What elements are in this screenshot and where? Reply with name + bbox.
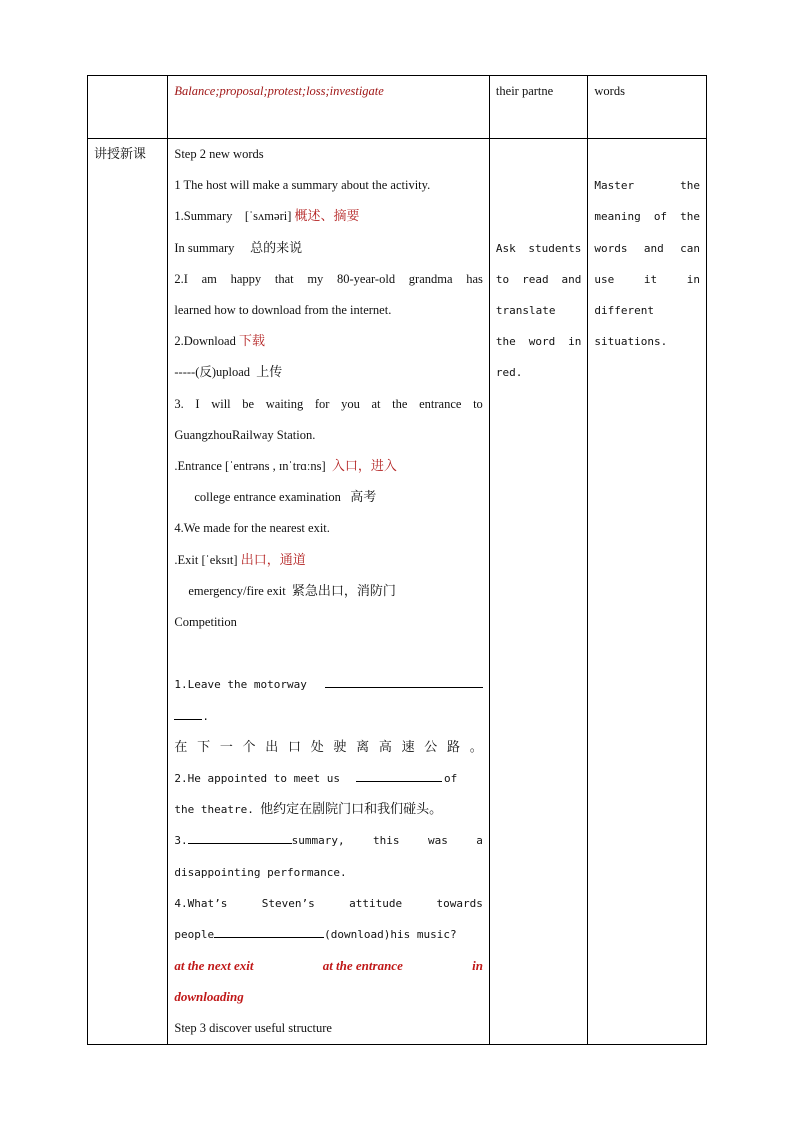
objective-line	[594, 201, 700, 232]
char: 下	[197, 739, 211, 755]
word: meaning	[594, 210, 641, 224]
word: word	[528, 335, 556, 349]
char: 一	[219, 739, 233, 755]
objective-cell	[588, 139, 707, 1045]
sentence-2b: learned how to download from the internet.	[174, 303, 392, 318]
download-word: 2.Download	[174, 334, 236, 349]
summary-meaning: 概述、摘要	[294, 209, 360, 225]
word: situations.	[594, 335, 668, 349]
objective-line	[594, 326, 700, 357]
word: has	[466, 271, 483, 286]
summary-word: 1.Summary	[174, 209, 233, 224]
word: translate	[495, 304, 556, 318]
row1-col4	[588, 76, 707, 139]
answer: at the next exit	[174, 958, 254, 974]
q2-chinese: 他约定在剧院门口和我们碰头。	[260, 802, 443, 818]
answers-2: downloading	[174, 989, 244, 1005]
q3-num: 3.	[174, 834, 188, 848]
word: in	[568, 335, 582, 349]
objective-line	[594, 295, 700, 326]
q2-blank	[356, 767, 442, 782]
question-3b: disappointing performance.	[174, 865, 347, 879]
word: grandma	[408, 271, 453, 286]
q3-blank	[188, 829, 292, 844]
word: can	[680, 241, 700, 255]
emergency-meaning: 紧急出口，消防门	[291, 583, 396, 599]
word: for	[314, 396, 330, 411]
question-4a	[174, 888, 483, 919]
q3-words	[292, 825, 483, 856]
word: a	[476, 834, 483, 848]
word: 80-year-old	[337, 271, 396, 286]
q1b-period: .	[202, 709, 209, 723]
q4b-start: people	[174, 928, 215, 942]
char: 离	[356, 739, 370, 755]
word: the	[680, 210, 700, 224]
word: and	[561, 272, 582, 286]
college-phrase: college entrance examination	[194, 490, 341, 505]
word: the	[495, 335, 516, 349]
spacer	[496, 139, 581, 170]
char: 出	[265, 739, 279, 755]
word: happy	[230, 271, 262, 286]
sentence-1: 1 The host will make a summary about the activity.	[174, 178, 431, 193]
objective-line	[594, 264, 700, 295]
competition-heading: Competition	[174, 615, 237, 630]
question-3a	[174, 825, 483, 856]
question-1-chinese	[174, 732, 483, 763]
exit-meaning: 出口，通道	[240, 552, 306, 568]
word: of	[653, 210, 668, 224]
q2b-text: the theatre.	[174, 803, 254, 817]
download-meaning: 下载	[238, 334, 265, 350]
download-entry	[174, 326, 483, 357]
word: 3.	[174, 396, 184, 411]
word: in	[686, 272, 700, 286]
question-2a	[174, 763, 483, 794]
lesson-table	[87, 75, 707, 1045]
q1-blank	[325, 673, 483, 688]
q1-text: 1.Leave the motorway	[174, 678, 307, 692]
step2-heading: Step 2 new words	[174, 147, 264, 161]
content-cell	[168, 139, 490, 1045]
question-1b	[174, 701, 483, 732]
spacer	[174, 638, 483, 669]
activity-line	[496, 264, 581, 295]
char: 口	[287, 739, 301, 755]
upload-entry	[174, 357, 483, 388]
word: different	[594, 304, 654, 318]
word: you	[341, 396, 360, 411]
activity-line	[496, 233, 581, 264]
row1-col3	[489, 76, 587, 139]
word: was	[427, 834, 448, 848]
question-1	[174, 669, 483, 700]
char: 处	[310, 739, 324, 755]
activity-line	[496, 357, 581, 388]
objective-line	[594, 170, 700, 201]
word: I	[195, 396, 200, 411]
word: that	[274, 271, 294, 286]
q4-blank	[214, 923, 324, 938]
exit-word: .Exit [ˈeksɪt]	[174, 552, 238, 567]
entrance-entry	[174, 451, 483, 482]
word: to	[473, 396, 483, 411]
sentence-3a	[174, 389, 483, 420]
word: it	[643, 272, 658, 286]
char: 路	[447, 739, 461, 755]
word: read	[522, 272, 549, 286]
teacher-activity-cell	[489, 139, 587, 1045]
entrance-word: .Entrance [ˈentrəns , ɪnˈtrɑːns]	[174, 459, 326, 474]
question-4b	[174, 919, 483, 950]
word: at	[371, 396, 381, 411]
sentence-3b: GuangzhouRailway Station.	[174, 427, 316, 442]
sentence-2a	[174, 264, 483, 295]
exit-entry	[174, 545, 483, 576]
word: be	[242, 396, 255, 411]
word: Steven’s	[261, 896, 315, 910]
word: Master	[594, 179, 635, 193]
spacer	[594, 139, 700, 170]
spacer	[496, 170, 581, 201]
vocab-list: Balance;proposal;protest;loss;investigate	[174, 84, 384, 98]
table-row	[88, 139, 707, 1045]
row1-col3-text: their partne	[495, 84, 554, 98]
word: words	[594, 241, 628, 255]
word: summary,	[291, 834, 345, 848]
char: 个	[242, 739, 256, 755]
section-label-cell	[88, 139, 168, 1045]
in-summary-phrase: In summary	[174, 240, 235, 255]
word: 2.I	[174, 271, 188, 286]
word: entrance	[419, 396, 462, 411]
word: the	[680, 179, 700, 193]
step3-heading: Step 3 discover useful structure	[174, 1020, 332, 1035]
in-summary-entry	[174, 233, 483, 264]
char: 公	[424, 739, 438, 755]
activity-line	[496, 295, 581, 326]
table-row	[88, 76, 707, 139]
objective-line	[594, 233, 700, 264]
char: 高	[378, 739, 392, 755]
question-2b	[174, 794, 483, 825]
word: waiting	[265, 396, 304, 411]
q2-end: of	[443, 772, 458, 786]
word: the	[392, 396, 408, 411]
q1b-blank	[174, 705, 202, 720]
char: 。	[469, 739, 483, 755]
upload-meaning: 上传	[256, 365, 283, 381]
word: will	[211, 396, 231, 411]
sentence-4: 4.We made for the nearest exit.	[174, 521, 330, 536]
section-label: 讲授新课	[94, 147, 147, 162]
entrance-meaning: 入口，进入	[331, 459, 397, 475]
spacer	[496, 201, 581, 232]
college-entry	[174, 482, 483, 513]
char: 在	[174, 739, 188, 755]
upload-word: -----(反)upload	[174, 365, 251, 380]
college-meaning: 高考	[350, 490, 377, 506]
word: students	[528, 241, 582, 255]
word: my	[307, 271, 324, 286]
char: 速	[401, 739, 415, 755]
q4b-end: (download)his music?	[324, 928, 457, 942]
row1-words-cell	[168, 76, 490, 139]
row1-col1	[88, 76, 168, 139]
word: and	[643, 241, 664, 255]
word: to	[495, 272, 510, 286]
word: am	[201, 271, 217, 286]
char: 驶	[333, 739, 347, 755]
emergency-phrase: emergency/fire exit	[188, 583, 286, 598]
answer: in	[472, 958, 483, 974]
row1-col4-text: words	[594, 84, 625, 98]
activity-line	[496, 326, 581, 357]
in-summary-meaning: 总的来说	[250, 240, 303, 256]
summary-entry	[174, 201, 483, 232]
word: red.	[495, 366, 523, 380]
emergency-entry	[174, 576, 483, 607]
word: Ask	[495, 241, 516, 255]
summary-phonetic: [ˈsʌməri]	[244, 209, 292, 224]
word: this	[373, 834, 400, 848]
word: attitude	[349, 896, 403, 910]
answers-1	[174, 950, 483, 981]
word: use	[594, 272, 615, 286]
answer: at the entrance	[322, 958, 403, 974]
word: towards	[436, 896, 483, 910]
word: 4.What’s	[174, 896, 228, 910]
q2-text: 2.He appointed to meet us	[174, 772, 340, 786]
